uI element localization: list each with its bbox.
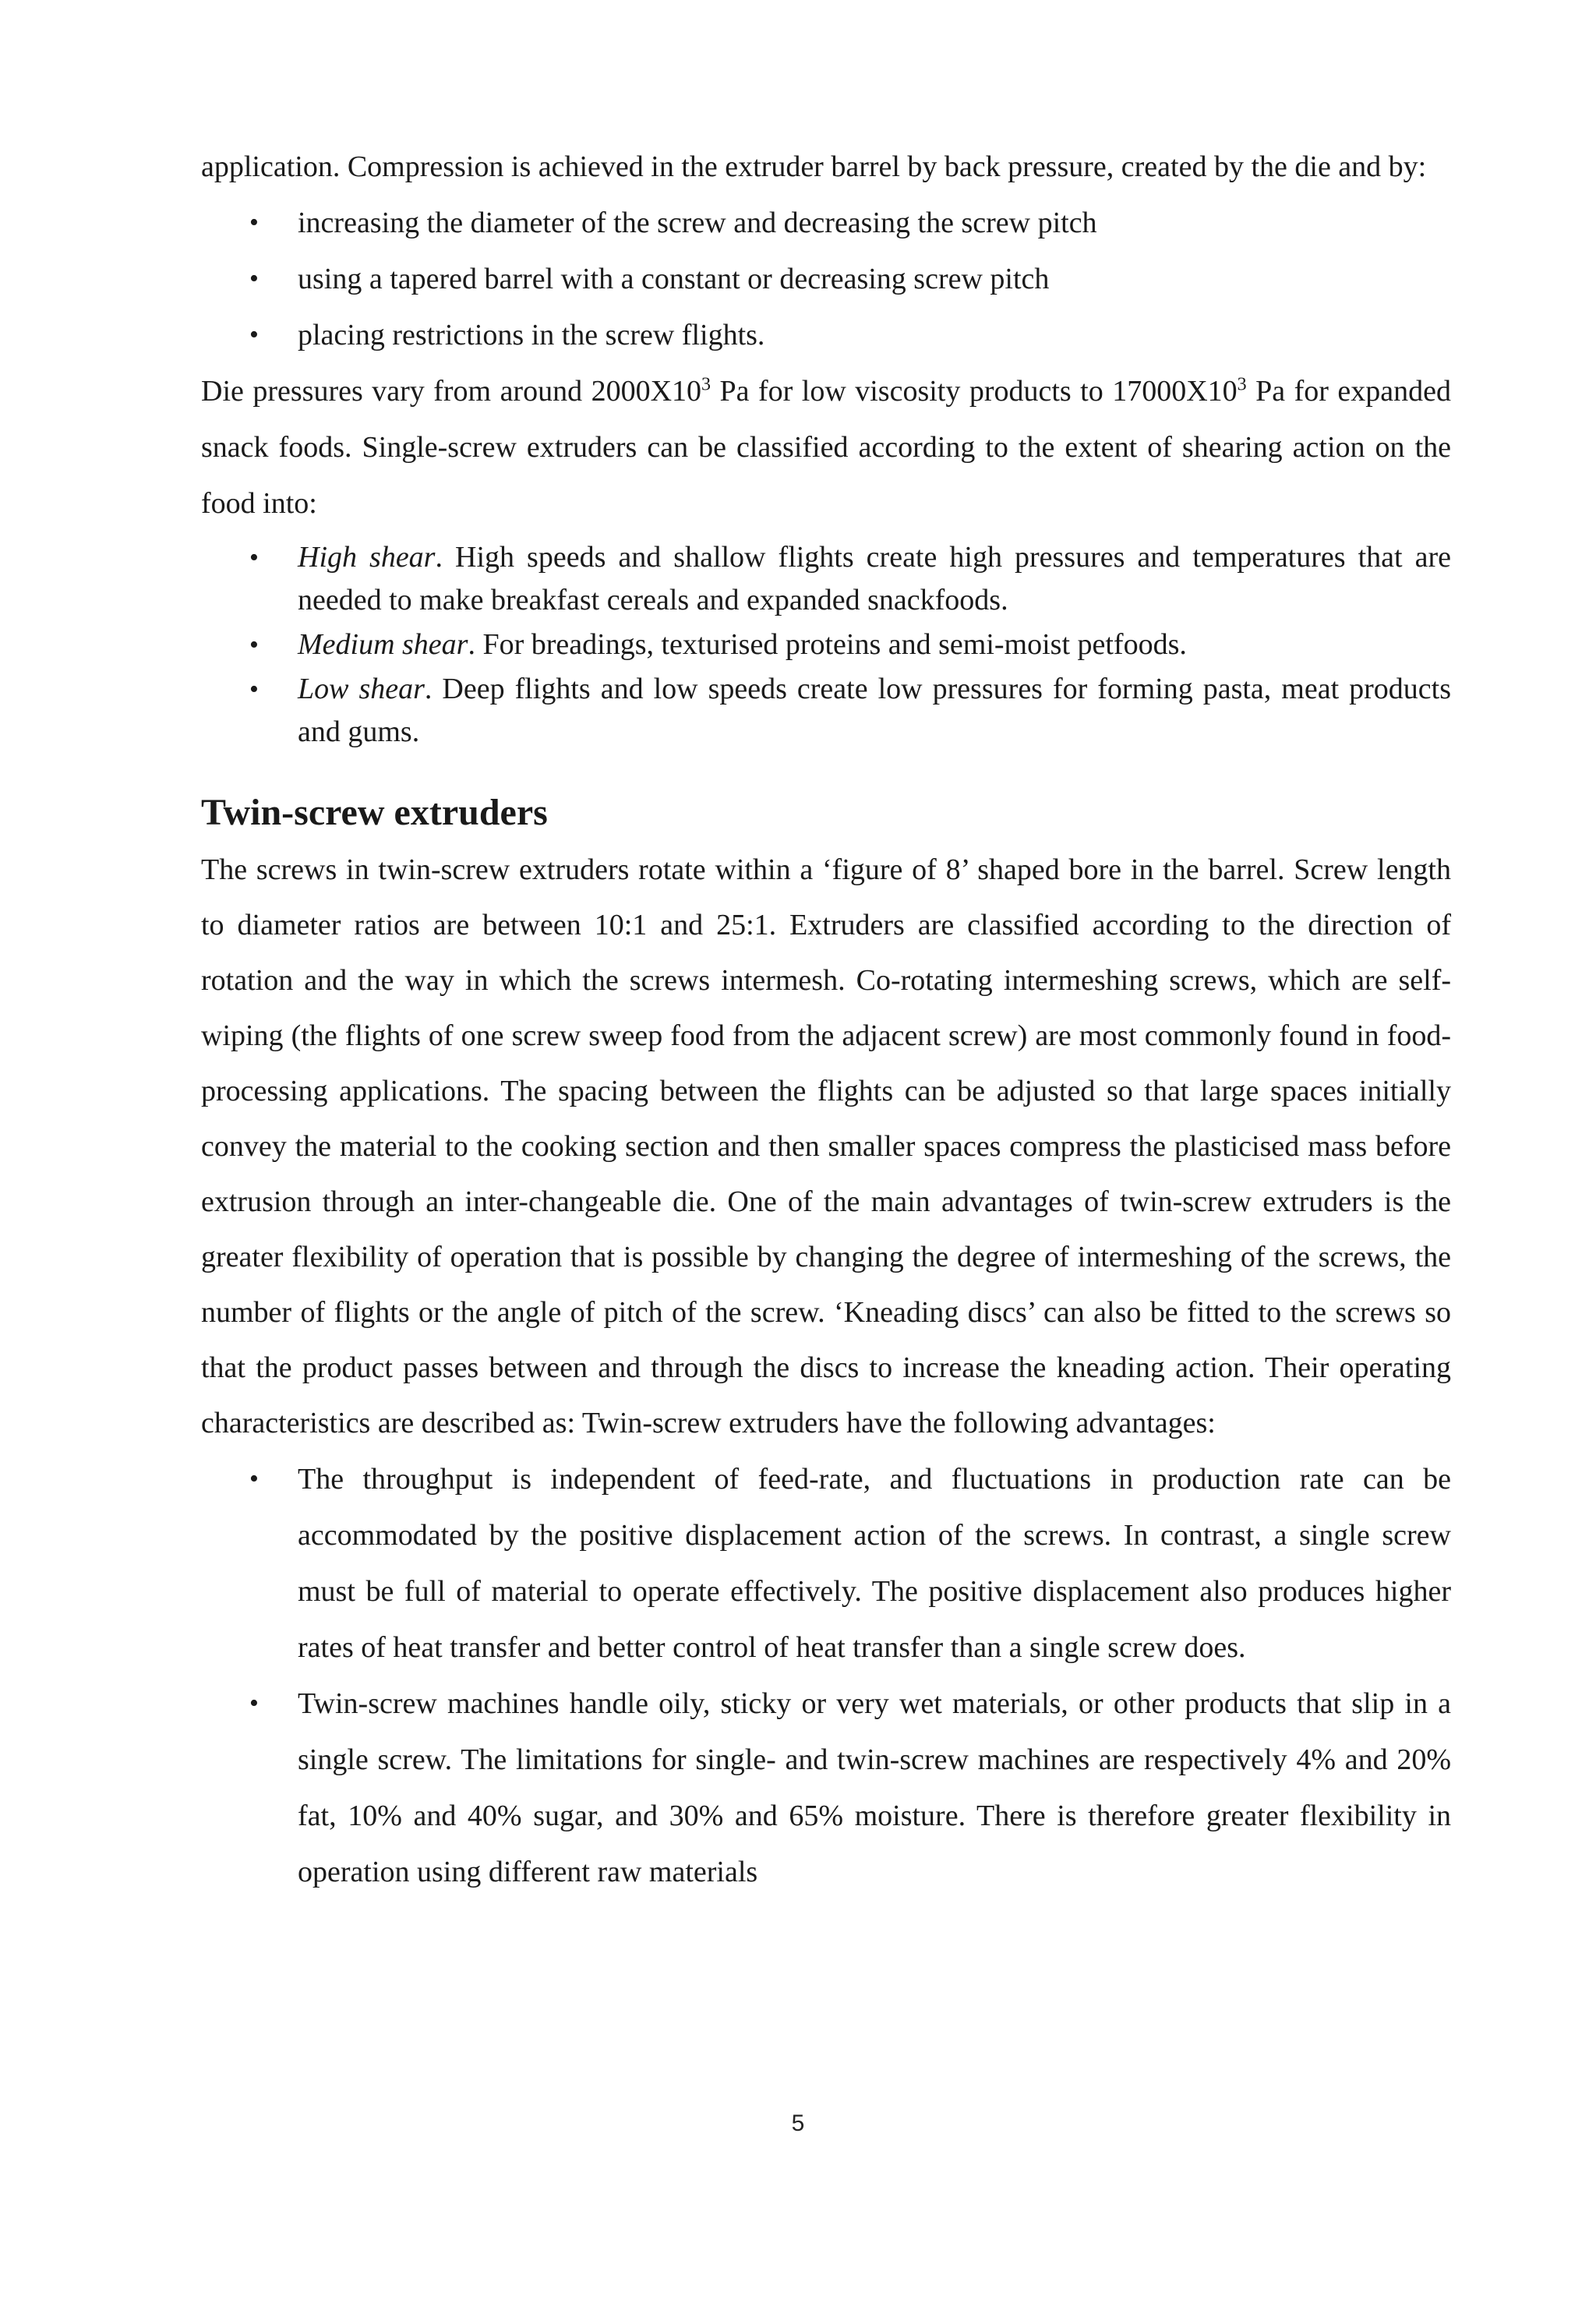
list-item	[201, 536, 1451, 622]
list-item	[201, 1451, 1451, 1676]
list-item-text: . High speeds and shallow flights create high pressures and temperatures that are needed to make breakfast cereals and expanded snackfoods.	[298, 541, 1451, 616]
list-item	[201, 1676, 1451, 1900]
bullet-icon: •	[249, 320, 259, 349]
list-item-text: . For breadings, texturised proteins and semi-moist petfoods.	[468, 628, 1187, 661]
bullet-icon: •	[249, 675, 259, 704]
list-item	[201, 623, 1451, 666]
compression-methods-list	[201, 195, 1451, 363]
shear-types-list	[201, 536, 1451, 754]
list-item	[201, 307, 1451, 363]
list-item-text: placing restrictions in the screw flights.	[298, 319, 765, 351]
list-item	[201, 195, 1451, 251]
list-item	[201, 251, 1451, 307]
list-item-text: using a tapered barrel with a constant or decreasing screw pitch	[298, 263, 1050, 295]
advantages-list	[201, 1451, 1451, 1900]
bullet-icon: •	[249, 543, 259, 572]
bullet-icon: •	[249, 1464, 259, 1493]
bullet-icon: •	[249, 264, 259, 293]
paragraph-compression: application. Compression is achieved in the extruder barrel by back pressure, created by the die and by:	[201, 150, 1427, 183]
shear-term: High shear	[298, 541, 436, 574]
paragraph-die-pressures: Die pressures vary from around $2000X10^3$ Pa for low viscosity products to $17000X10^3$ Pa for expanded snack foods. Single-screw extruders can be classified according to the extent of shearing action on the food into:	[201, 374, 1451, 520]
paragraph-twin-screw: The screws in twin-screw extruders rotate within a ‘figure of 8’ shaped bore in the barrel. Screw length to diameter ratios are between 10:1 and 25:1. Extruders are classified according to the direction of rotation and the way in which the screws intermesh. Co-rotating intermeshing screws, which are self-wiping (the flights of one screw sweep food from the adjacent screw) are most commonly found in food-processing applications. The spacing between the flights can be adjusted so that large spaces initially convey the material to the cooking section and then smaller spaces compress the plasticised mass before extrusion through an inter-changeable die. One of the main advantages of twin-screw extruders is the greater flexibility of operation that is possible by changing the degree of intermeshing of the screws, the number of flights or the angle of pitch of the screw. ‘Kneading discs’ can also be fitted to the screws so that the product passes between and through the discs to increase the kneading action. Their operating characteristics are described as: Twin-screw extruders have the following advantages:	[201, 853, 1451, 1439]
bullet-icon: •	[249, 630, 259, 659]
shear-term: Low shear	[298, 673, 425, 705]
list-item-text: . Deep flights and low speeds create low pressures for forming pasta, meat products and gums.	[298, 673, 1451, 748]
list-item-text: The throughput is independent of feed-rate, and fluctuations in production rate can be accommodated by the positive displacement action of the screws. In contrast, a single screw must be full of material to operate effectively. The positive displacement also produces higher rates of heat transfer and better control of heat transfer than a single screw does.	[298, 1463, 1451, 1664]
section-heading: Twin-screw extruders	[201, 792, 548, 833]
list-item	[201, 668, 1451, 754]
list-item-text: Twin-screw machines handle oily, sticky or very wet materials, or other products that slip in a single screw. The limitations for single- and twin-screw machines are respectively 4% and 20% fat, 10% and 40% sugar, and 30% and 65% moisture. There is therefore greater flexibility in operation using different raw materials	[298, 1687, 1451, 1888]
shear-term: Medium shear	[298, 628, 468, 661]
page-number: 5	[791, 2110, 805, 2136]
list-item-text: increasing the diameter of the screw and decreasing the screw pitch	[298, 207, 1097, 239]
bullet-icon: •	[249, 1689, 259, 1718]
bullet-icon: •	[249, 208, 259, 237]
document-page	[201, 139, 1451, 1900]
